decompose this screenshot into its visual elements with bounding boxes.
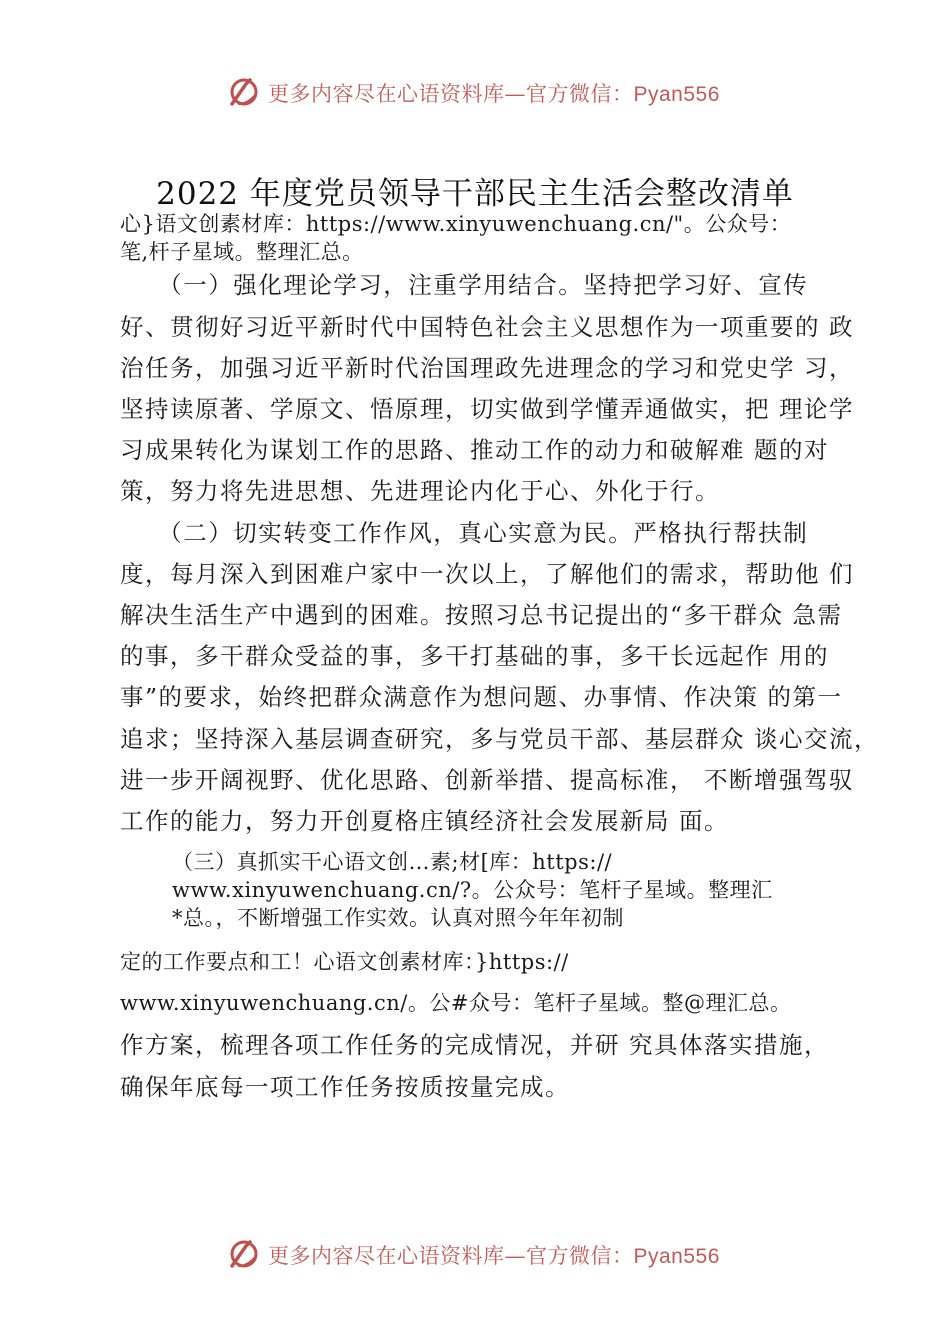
body-line: 定的工作要点和工！心语文创素材库：}https:// (120, 950, 569, 974)
body-line: 工作的能力，努力开创夏格庄镇经济社会发展新局 面。 (120, 807, 729, 835)
body-line: 策，努力将先进思想、先进理论内化于心、外化于行。 (120, 477, 720, 505)
body-line: 习成果转化为谋划工作的思路、推动工作的动力和破解难 题的对 (120, 436, 829, 464)
body-line: （三）真抓实干心语文创…素;材[库：https:// (172, 850, 613, 874)
body-line: （二）切实转变工作作风，真心实意为民。严格执行帮扶制 (120, 519, 809, 547)
header-banner (0, 72, 950, 112)
wechat-id: Pyan556 (633, 1245, 720, 1268)
body-line: 坚持读原著、学原文、悟原理，切实做到学懂弄通做实，把 理论学 (120, 395, 854, 423)
body-line: 确保年底每一项工作任务按质按量完成。 (120, 1073, 570, 1101)
wechat-id: Pyan556 (633, 83, 720, 106)
footer-banner (0, 1234, 950, 1274)
body-line: 度，每月深入到困难户家中一次以上，了解他们的需求，帮助他 们 (120, 560, 854, 588)
body-line: www.xinyuwenchuang.cn/。公#众号：笔杆子星域。整@理汇总。 (120, 991, 792, 1015)
body-line: 笔,杆子星域。整理汇总。 (120, 240, 364, 264)
body-line: 心}语文创素材库：https://www.xinyuwenchuang.cn/"。公众号： (120, 212, 792, 236)
body-line: （一）强化理论学习，注重学用结合。坚持把学习好、宣传 (120, 271, 809, 299)
banner-text: 更多内容尽在心语资料库—官方微信：Pyan556 (268, 82, 720, 106)
body-line: 事”的要求，始终把群众满意作为想问题、办事情、作决策 的第一 (120, 683, 843, 711)
body-line: www.xinyuwenchuang.cn/?。公众号：笔杆子星域。整理汇 (172, 878, 773, 902)
body-line: 追求；坚持深入基层调查研究，多与党员干部、基层群众 谈心交流， (120, 725, 879, 753)
body-line: 作方案，梳理各项工作任务的完成情况，并研 究具体落实措施， (120, 1031, 829, 1059)
document-title: 2022 年度党员领导干部民主生活会整改清单 (156, 176, 794, 212)
banner-text: 更多内容尽在心语资料库—官方微信：Pyan556 (268, 1244, 720, 1268)
body-line: 的事，多干群众受益的事，多干打基础的事，多干长远起作 用的 (120, 642, 829, 670)
body-line: 好、贯彻好习近平新时代中国特色社会主义思想作为一项重要的 政 (120, 313, 854, 341)
body-line: 解决生活生产中遇到的困难。按照习总书记提出的“多干群众 急需 (120, 601, 843, 629)
body-line: 进一步开阔视野、优化思路、创新举措、提高标准， 不断增强驾驭 (120, 766, 854, 794)
body-line: *总。，不断增强工作实效。认真对照今年年初制 (172, 906, 624, 930)
body-line: 治任务，加强习近平新时代治国理政先进理念的学习和党史学 习， (120, 354, 854, 382)
logo-icon (226, 1236, 262, 1272)
logo-icon (226, 74, 262, 110)
